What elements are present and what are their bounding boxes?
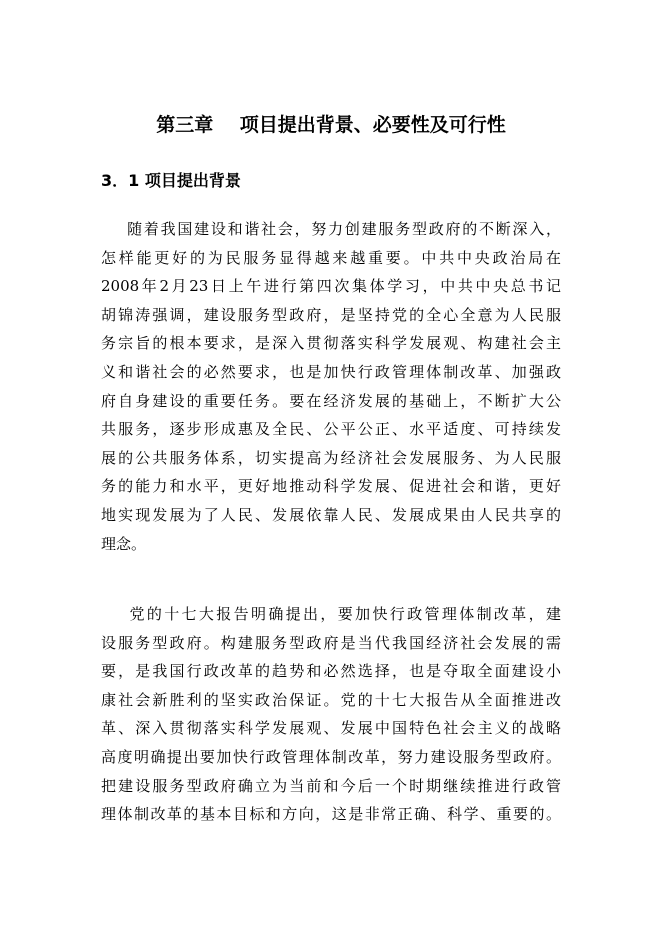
paragraph-line: 务的能力和水平，更好地推动科学发展、促进社会和谐，更好	[101, 477, 561, 496]
paragraph-1	[101, 215, 561, 558]
paragraph-line: 要，是我国行政改革的趋势和必然选择，也是夺取全面建设小	[101, 662, 561, 681]
paragraph-line: 务宗旨的根本要求，是深入贯彻落实科学发展观、构建社会主	[101, 334, 561, 353]
paragraph-line: 怎样能更好的为民服务显得越来越重要。中共中央政治局在	[101, 248, 561, 267]
paragraph-line: 共服务，逐步形成惠及全民、公平公正、水平适度、可持续发	[101, 420, 561, 439]
paragraph-line: 随着我国建设和谐社会，努力创建服务型政府的不断深入，	[101, 220, 561, 238]
paragraph-line: 设服务型政府。构建服务型政府是当代我国经济社会发展的需	[101, 633, 561, 652]
paragraph-line: 高度明确提出要加快行政管理体制改革，努力建设服务型政府。	[101, 747, 561, 766]
paragraph-line: 义和谐社会的必然要求，也是加快行政管理体制改革、加强政	[101, 362, 561, 381]
section-heading: 3．1 项目提出背景	[101, 171, 241, 190]
paragraph-line: 党的十七大报告明确提出，要加快行政管理体制改革，建	[101, 605, 561, 623]
paragraph-2	[101, 600, 561, 829]
paragraph-line: 理念。	[101, 534, 147, 553]
paragraph-line: 展的公共服务体系，切实提高为经济社会发展服务、为人民服	[101, 448, 561, 467]
paragraph-line: 2008年2月23日上午进行第四次集体学习，中共中央总书记	[101, 277, 561, 296]
paragraph-line: 把建设服务型政府确立为当前和今后一个时期继续推进行政管	[101, 776, 561, 795]
paragraph-line: 地实现发展为了人民、发展依靠人民、发展成果由人民共享的	[101, 505, 561, 524]
paragraph-line: 胡锦涛强调，建设服务型政府，是坚持党的全心全意为人民服	[101, 305, 561, 324]
paragraph-line: 革、深入贯彻落实科学发展观、发展中国特色社会主义的战略	[101, 719, 561, 738]
chapter-title: 第三章 项目提出背景、必要性及可行性	[156, 114, 506, 136]
paragraph-line: 理体制改革的基本目标和方向，这是非常正确、科学、重要的。	[101, 805, 561, 824]
paragraph-line: 府自身建设的重要任务。要在经济发展的基础上，不断扩大公	[101, 391, 561, 410]
paragraph-line: 康社会新胜利的坚实政治保证。党的十七大报告从全面推进改	[101, 690, 561, 709]
